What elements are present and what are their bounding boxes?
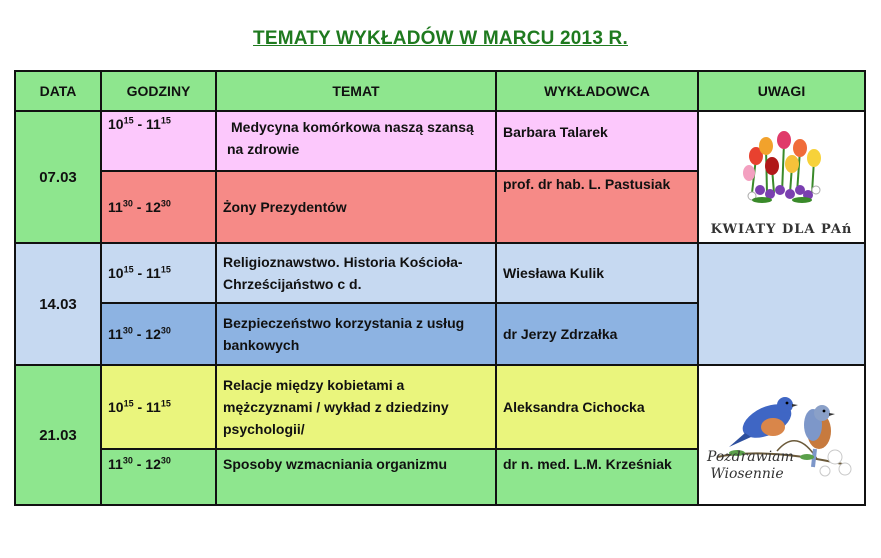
minute-from: 15 xyxy=(123,398,134,409)
topic-cell: Bezpieczeństwo korzystania z usług bankowych xyxy=(216,303,496,365)
hour-from: 11 xyxy=(108,199,123,215)
hour-to: 11 xyxy=(146,399,161,415)
minute-to: 30 xyxy=(160,198,171,209)
lecturer-cell: dr Jerzy Zdrzałka xyxy=(496,303,698,365)
date-cell: 14.03 xyxy=(15,243,101,365)
birds-caption: Pozdrawiam Wiosennie xyxy=(707,449,794,482)
minute-to: 30 xyxy=(160,325,171,336)
hour-from: 10 xyxy=(108,116,124,132)
date-cell: 21.03 xyxy=(15,365,101,505)
table-row xyxy=(15,243,865,303)
header-notes: UWAGI xyxy=(698,71,865,111)
header-row xyxy=(15,71,865,111)
hour-from: 10 xyxy=(108,399,124,415)
topic-cell: Medycyna komórkowa naszą szansą na zdrowie xyxy=(216,111,496,171)
table-row xyxy=(15,111,865,171)
lecturer-cell: dr n. med. L.M. Krześniak xyxy=(496,449,698,505)
hours-cell: $10^{15} - 11^{15}$ xyxy=(101,365,216,449)
hour-to: 12 xyxy=(145,456,161,472)
note-cell-birds xyxy=(698,365,865,505)
hours-cell: $11^{30} - 12^{30}$ xyxy=(101,303,216,365)
hour-to: 12 xyxy=(145,326,161,342)
flowers-caption: KWIATY DLA PAń xyxy=(710,221,853,237)
minute-from: 30 xyxy=(122,325,133,336)
header-lecturer: WYKŁADOWCA xyxy=(496,71,698,111)
lecturer-cell: Barbara Talarek xyxy=(496,111,698,171)
header-hours: GODZINY xyxy=(101,71,216,111)
hour-from: 10 xyxy=(108,265,124,281)
minute-to: 30 xyxy=(160,455,171,466)
page-title: TEMATY WYKŁADÓW W MARCU 2013 R. xyxy=(253,28,628,49)
minute-from: 15 xyxy=(123,115,134,126)
hour-from: 11 xyxy=(108,456,123,472)
lecture-schedule-table xyxy=(14,70,866,506)
topic-cell: Relacje między kobietami a mężczyznami / wykład z dziedziny psychologii/ xyxy=(216,365,496,449)
hour-from: 11 xyxy=(108,326,123,342)
hour-to: 11 xyxy=(146,265,161,281)
lecturer-cell: Aleksandra Cichocka xyxy=(496,365,698,449)
topic-cell: Religioznawstwo. Historia Kościoła- Chrześcijaństwo c d. xyxy=(216,243,496,303)
hours-cell: $10^{15} - 11^{15}$ xyxy=(101,243,216,303)
minute-to: 15 xyxy=(160,398,171,409)
hour-to: 11 xyxy=(146,116,161,132)
note-cell-empty xyxy=(698,243,865,365)
hours-cell: $11^{30} - 12^{30}$ xyxy=(101,449,216,505)
header-topic: TEMAT xyxy=(216,71,496,111)
date-cell: 07.03 xyxy=(15,111,101,243)
lecturer-cell: Wiesława Kulik xyxy=(496,243,698,303)
table-row xyxy=(15,365,865,449)
hour-to: 12 xyxy=(145,199,161,215)
hours-cell: $11^{30} - 12^{30}$ xyxy=(101,171,216,243)
minute-to: 15 xyxy=(160,264,171,275)
note-cell-flowers xyxy=(698,111,865,243)
minute-from: 30 xyxy=(122,198,133,209)
hours-cell: $10^{15} - 11^{15}$ xyxy=(101,111,216,171)
topic-cell: Żony Prezydentów xyxy=(216,171,496,243)
minute-from: 15 xyxy=(123,264,134,275)
tulips-icon xyxy=(722,118,842,228)
lecturer-cell: prof. dr hab. L. Pastusiak xyxy=(496,171,698,243)
topic-cell: Sposoby wzmacniania organizmu xyxy=(216,449,496,505)
header-date: DATA xyxy=(15,71,101,111)
minute-from: 30 xyxy=(122,455,133,466)
minute-to: 15 xyxy=(160,115,171,126)
